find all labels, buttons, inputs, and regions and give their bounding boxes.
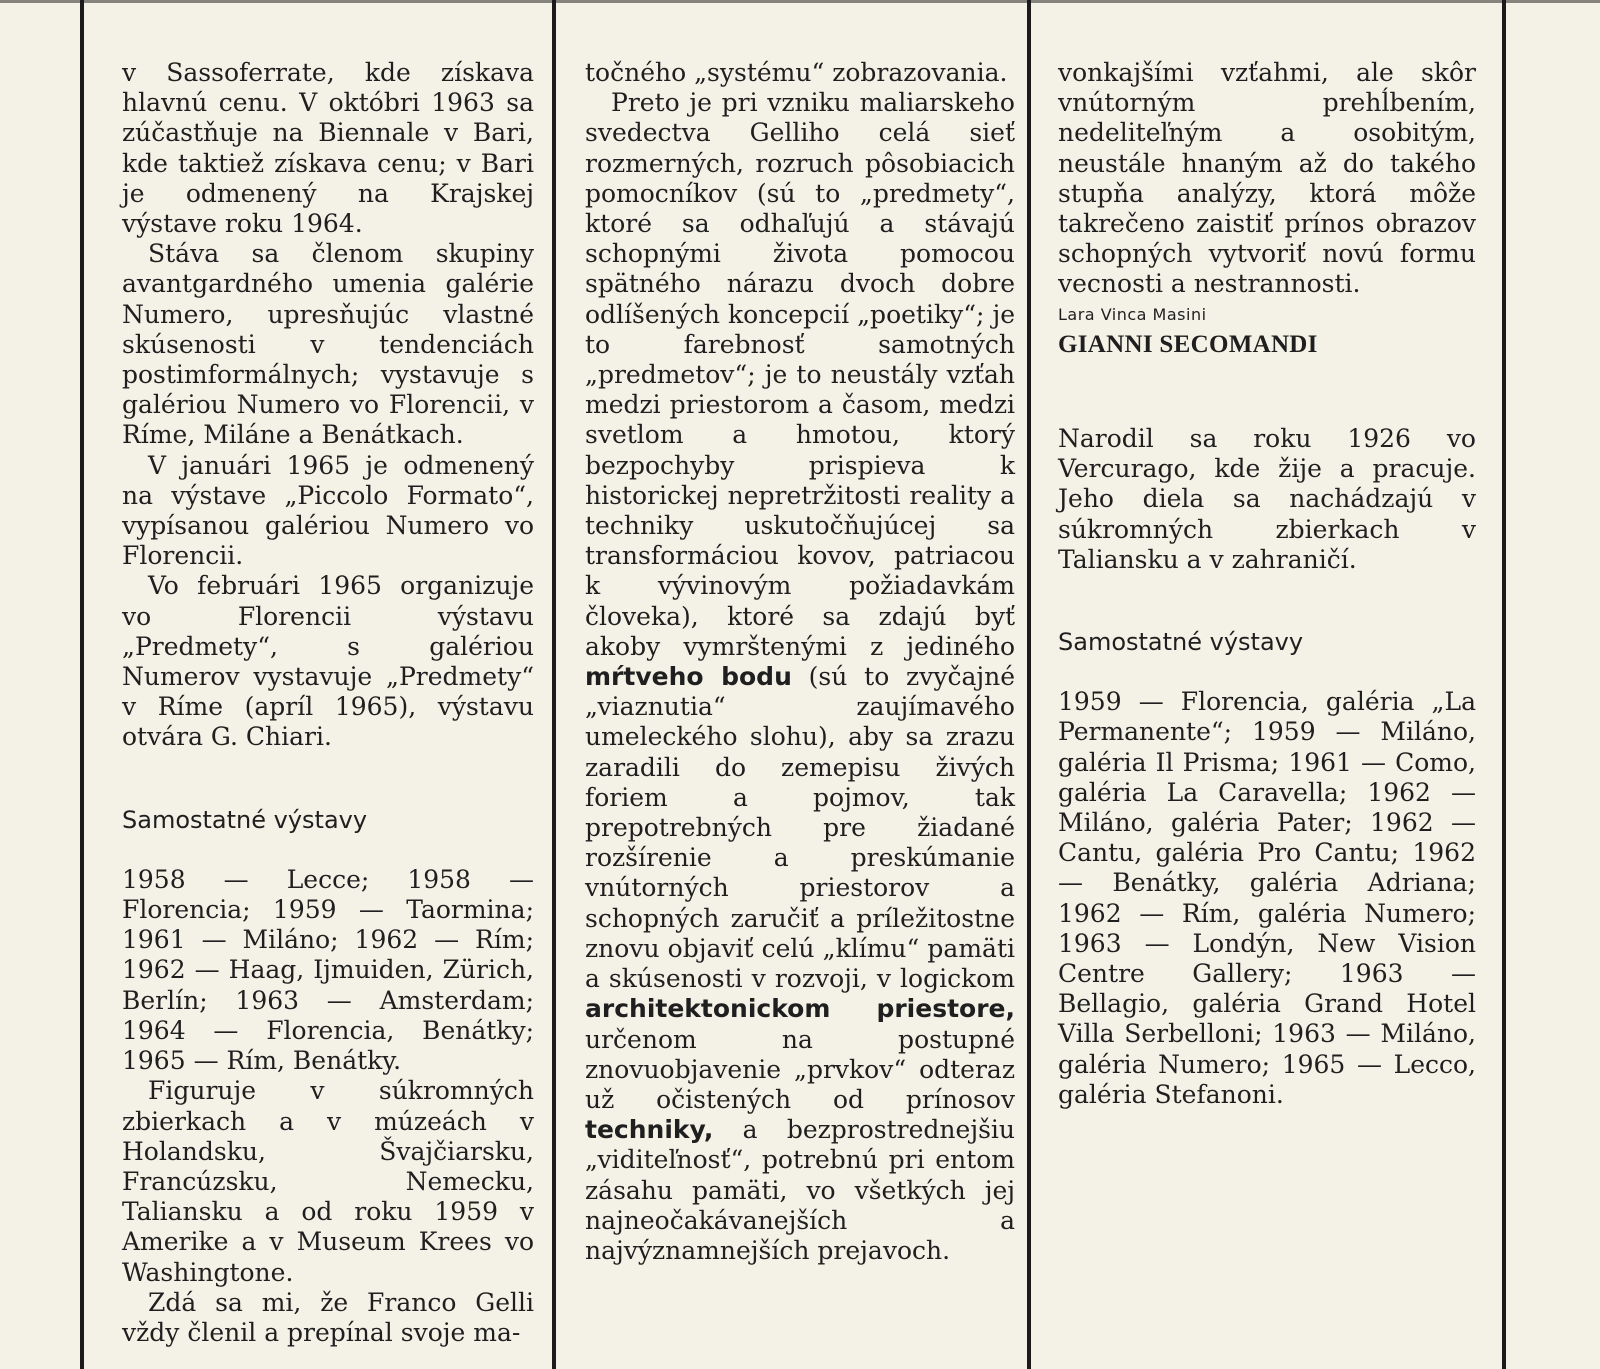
column-3 (1058, 58, 1476, 1110)
paragraph: Stáva sa členom skupiny avantgardného umenia galérie Numero, upresňujúc vlastné skúsenosti v tendenciách postimformálnych; vystavuje s galériou Numero vo Florencii, v Ríme, Miláne a Benátkach. (122, 239, 534, 450)
artist-bio: Narodil sa roku 1926 vo Vercurago, kde žije a pracuje. Jeho diela sa nachádzajú v súkromných zbierkach v Taliansku a v zahraničí. (1058, 424, 1476, 574)
column-rule-middle-right (1027, 0, 1031, 1369)
emphasis: architektonickom priestore, (585, 994, 1015, 1024)
text-run: (sú to zvyčajné „viaznutia“ zaujímavého umeleckého slohu), aby sa zrazu zaradili do zemepisu živých foriem a pojmov, tak prepotrebných pre žiadané rozšírenie a preskúmanie vnútorných priestorov a schopných zaručiť a príležitostne znovu objaviť celú „klímu“ pamäti a skúsenosti v rozvoji, v logickom (585, 662, 1015, 994)
exhibition-list: 1958 — Lecce; 1958 — Florencia; 1959 — Taormina; 1961 — Miláno; 1962 — Rím; 1962 — Haag, Ijmuiden, Zürich, Berlín; 1963 — Amsterdam; 1964 — Florencia, Benátky; 1965 — Rím, Benátky. (122, 864, 534, 1076)
paragraph: Figuruje v súkromných zbierkach a v múzeách v Holandsku, Švajčiarsku, Francúzsku, Nemecku, Taliansku a od roku 1959 v Amerike a v Museum Krees vo Washingtone. (122, 1076, 534, 1287)
column-rule-left (80, 0, 84, 1369)
author-signature: Lara Vinca Masini (1058, 304, 1207, 324)
text-run: určenom na postupné znovuobjavenie „prvkov“ odteraz už očistených od prínosov (585, 1024, 1015, 1114)
section-subheading: Samostatné výstavy (122, 805, 368, 834)
column-2 (585, 58, 1015, 1266)
text-run: a bezprostrednejšiu „viditeľnosť“, potrebnú pri entom zásahu pamäti, vo všetkých jej najneočakávanejších a najvýznamnejších prejavoch. (585, 1115, 1016, 1265)
text-run: Preto je pri vzniku maliarskeho svedectva Gelliho celá sieť rozmerných, rozruch pôsobiacich pomocníkov (sú to „predmety“, ktoré sa odhaľujú a stávajú schopnými života pomocou spätného nárazu dvoch dobre odlíšených koncepcií „poetiky“; je to farebnosť samotných „predmetov“; je to neustály vzťah medzi priestorom a časom, medzi svetlom a hmotou, ktorý bezpochyby prispieva k historickej nepretržitosti reality a techniky uskutočňujúcej sa transformáciou kovov, patriacou k vývinovým požiadavkám človeka), ktoré sa zdajú byť akoby vymrštenými z jediného (585, 88, 1015, 661)
paragraph: Zdá sa mi, že Franco Gelli vždy členil a prepínal svoje ma- (122, 1287, 534, 1347)
column-rule-middle-left (552, 0, 556, 1369)
section-subheading: Samostatné výstavy (1058, 628, 1304, 657)
paragraph: vonkajšími vzťahmi, ale skôr vnútorným prehĺbením, nedeliteľným a osobitým, neustále hnaným až do takého stupňa analýzy, ktorá môže takrečeno zaistiť prínos obrazov schopných vytvoriť novú formu vecnosti a nestrannosti. (1058, 58, 1476, 299)
column-rule-right (1502, 0, 1506, 1369)
column-1 (122, 58, 534, 1348)
top-border (0, 0, 1600, 3)
exhibition-list: 1959 — Florencia, galéria „La Permanente“; 1959 — Miláno, galéria Il Prisma; 1961 — Como, galéria La Caravella; 1962 — Miláno, galéria Pater; 1962 — Cantu, galéria Pro Cantu; 1962 — Benátky, galéria Adriana; 1962 — Rím, galéria Numero; 1963 — Londýn, New Vision Centre Gallery; 1963 — Bellagio, galéria Grand Hotel Villa Serbelloni; 1963 — Miláno, galéria Numero; 1965 — Lecco, galéria Stefanoni. (1058, 687, 1476, 1109)
emphasis: mŕtveho bodu (585, 662, 792, 692)
paragraph: Vo februári 1965 organizuje vo Florencii výstavu „Predmety“, s galériou Numerov vystavuje „Predmety“ v Ríme (apríl 1965), výstavu otvára G. Chiari. (122, 571, 534, 752)
paragraph (585, 88, 1015, 1266)
paragraph: V januári 1965 je odmenený na výstave „Piccolo Formato“, vypísanou galériou Numero vo Florencii. (122, 450, 534, 571)
artist-heading: GIANNI SECOMANDI (1058, 330, 1318, 358)
emphasis: techniky, (585, 1115, 714, 1145)
paragraph: v Sassoferrate, kde získava hlavnú cenu. V októbri 1963 sa zúčastňuje na Biennale v Bari, kde taktiež získava cenu; v Bari je odmenený na Krajskej výstave roku 1964. (122, 58, 534, 239)
paragraph: točného „systému“ zobrazovania. (585, 58, 1008, 87)
